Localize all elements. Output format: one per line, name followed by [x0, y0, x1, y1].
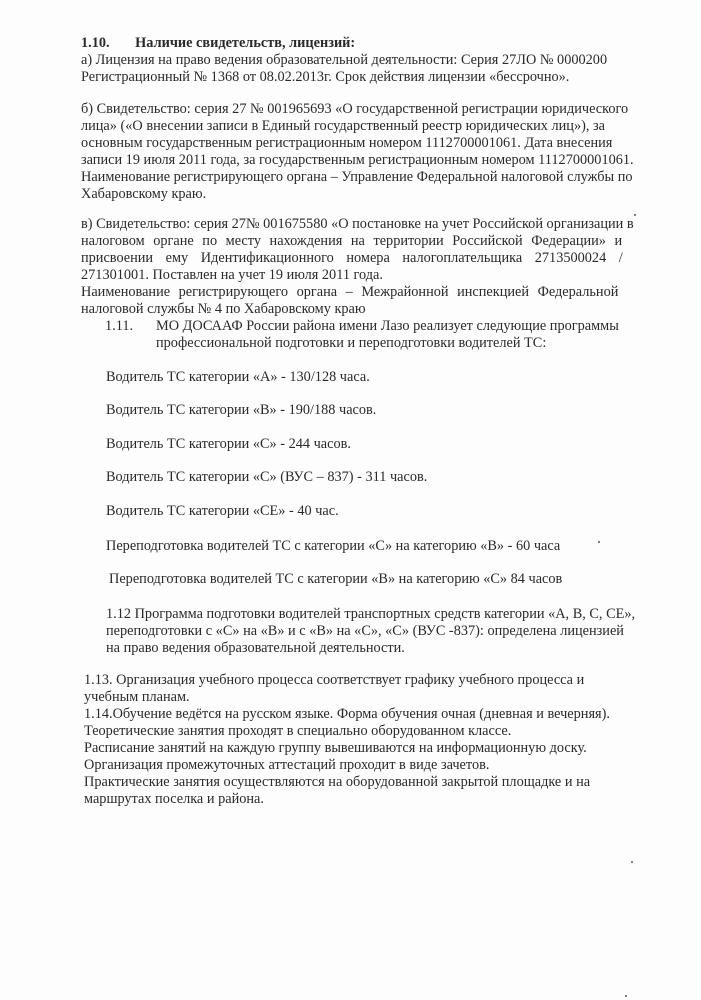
section-1-12-line: на право ведения образовательной деятельности.: [106, 640, 405, 656]
section-1-14-line: Практические занятия осуществляются на оборудованной закрытой площадке и на: [84, 774, 591, 790]
certificate-v-line: налоговой службы № 4 по Хабаровскому краю: [81, 301, 366, 317]
section-1-14-line: 1.14.Обучение ведётся на русском языке. Форма обучения очная (дневная и вечерняя).: [84, 706, 610, 722]
program-item: Водитель ТС категории «В» - 190/188 часов.: [106, 402, 377, 418]
program-item: Переподготовка водителей ТС с категории «С» на категорию «В» - 60 часа: [106, 538, 561, 554]
license-line-1: а) Лицензия на право ведения образовательной деятельности: Серия 27ЛО № 0000200: [81, 52, 608, 68]
section-1-14-line: Организация промежуточных аттестаций проходит в виде зачетов.: [84, 757, 490, 773]
certificate-v-line: налоговом органе по месту нахождения на территории Российской Федерации» и: [81, 233, 623, 249]
section-1-14-line: Теоретические занятия проходят в специально оборудованном классе.: [84, 723, 512, 739]
certificate-b-line: основным государственным регистрационным номером 1112700001061. Дата внесения: [81, 135, 613, 151]
scan-speck: [631, 861, 633, 863]
section-1-13-line: учебным планам.: [84, 689, 190, 705]
section-1-12-line: 1.12 Программа подготовки водителей транспортных средств категории «А, В, С, СЕ»,: [106, 606, 636, 622]
section-number: 1.10.: [81, 35, 110, 51]
section-1-14-line: маршрутах поселка и района.: [84, 791, 264, 807]
scan-speck: [625, 995, 627, 997]
section-1-13-line: 1.13. Организация учебного процесса соответствует графику учебного процесса и: [84, 672, 585, 688]
scan-speck: [598, 541, 600, 543]
program-item: Водитель ТС категории «С» - 244 часов.: [106, 436, 351, 452]
program-item: Переподготовка водителей ТС с категории «В» на категорию «С» 84 часов: [109, 571, 563, 587]
program-item: Водитель ТС категории «С» (ВУС – 837) - 311 часов.: [106, 469, 428, 485]
certificate-v-line: присвоении ему Идентификационного номера налогоплательщика 2713500024 /: [81, 250, 623, 266]
certificate-b-line: лица» («О внесении записи в Единый государственный реестр юридических лиц»), за: [81, 118, 606, 134]
program-item: Водитель ТС категории «СЕ» - 40 час.: [106, 503, 339, 519]
certificate-v-line: 271301001. Поставлен на учет 19 июля 2011 года.: [81, 267, 383, 283]
scan-speck: [634, 214, 636, 216]
section-1-11-line: профессиональной подготовки и переподготовки водителей ТС:: [156, 335, 547, 351]
section-1-10-heading: [81, 35, 355, 52]
section-1-11-line: МО ДОСААФ России района имени Лазо реализует следующие программы: [156, 318, 619, 334]
program-item: Водитель ТС категории «А» - 130/128 часа.: [106, 369, 370, 385]
certificate-v-line: в) Свидетельство: серия 27№ 001675580 «О постановке на учет Российской организации в: [81, 216, 634, 232]
certificate-b-line: Наименование регистрирующего органа – Управление Федеральной налоговой службы по: [81, 169, 633, 185]
license-line-2: Регистрационный № 1368 от 08.02.2013г. Срок действия лицензии «бессрочно».: [81, 69, 570, 85]
section-title: Наличие свидетельств, лицензий:: [135, 35, 356, 51]
section-1-12-line: переподготовки с «С» на «В» и с «В» на «С», «С» (ВУС -837): определена лицензией: [106, 623, 624, 639]
section-1-14-line: Расписание занятий на каждую группу вывешиваются на информационную доску.: [84, 740, 587, 756]
certificate-b-line: Хабаровскому краю.: [81, 186, 207, 202]
certificate-b-line: записи 19 июля 2011 года, за государственным регистрационным номером 1112700001061.: [81, 152, 634, 168]
certificate-b-line: б) Свидетельство: серия 27 № 001965693 «О государственной регистрации юридического: [81, 101, 629, 117]
certificate-v-line: Наименование регистрирующего органа – Межрайонной инспекцией Федеральной: [81, 284, 619, 300]
section-1-11-number: 1.11.: [105, 318, 134, 334]
